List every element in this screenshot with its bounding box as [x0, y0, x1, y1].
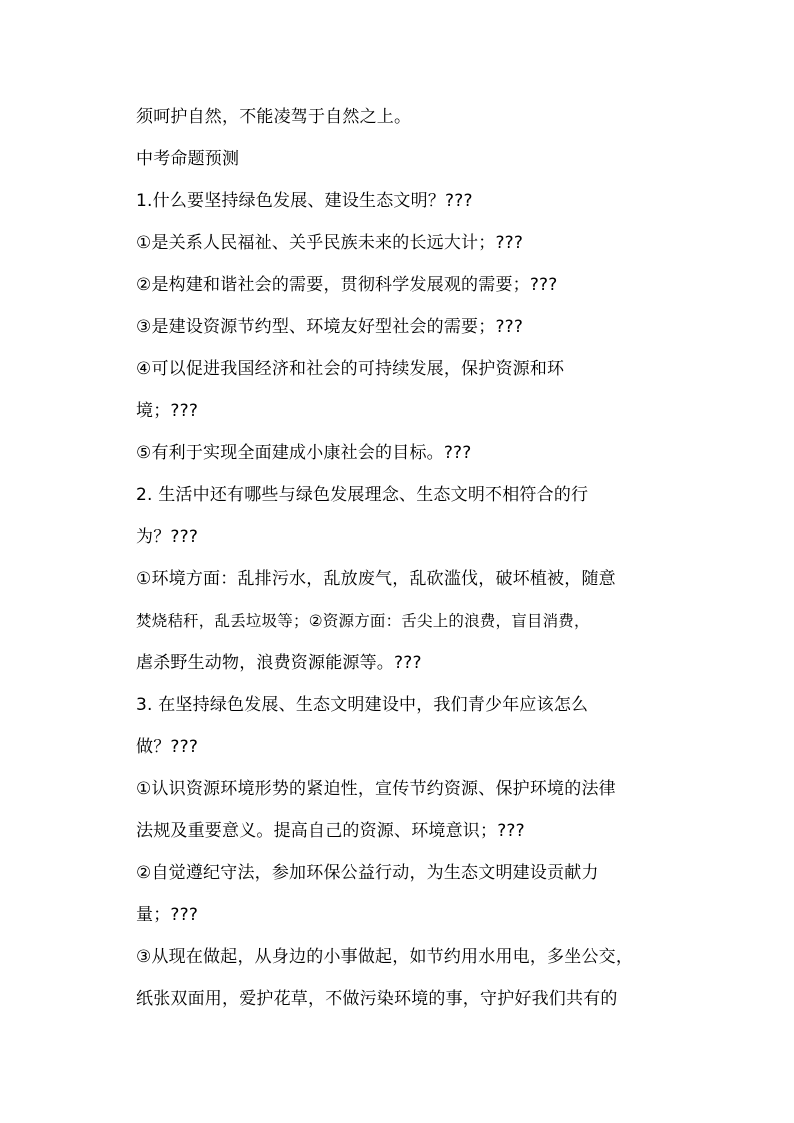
text-line: ③从现在做起，从身边的小事做起，如节约用水用电，多坐公交， — [136, 947, 634, 967]
question-line: 2. 生活中还有哪些与绿色发展理念、生态文明不相符合的行 — [136, 485, 589, 505]
text-line: ③是建设资源节约型、环境友好型社会的需要；??? — [136, 317, 524, 337]
text-line: 境；??? — [136, 401, 199, 421]
text-line: ④可以促进我国经济和社会的可持续发展，保护资源和环 — [136, 359, 565, 379]
text-line: 为？??? — [136, 527, 199, 547]
text-line: ②自觉遵纪守法，参加环保公益行动，为生态文明建设贡献力 — [136, 863, 599, 883]
question-line: 3. 在坚持绿色发展、生态文明建设中，我们青少年应该怎么 — [136, 695, 589, 715]
text-line: 须呵护自然，不能凌驾于自然之上。 — [136, 107, 412, 127]
text-line: ②是构建和谐社会的需要，贯彻科学发展观的需要；??? — [136, 275, 558, 295]
text-line: ①环境方面：乱排污水，乱放废气，乱砍滥伐，破坏植被，随意 — [136, 569, 616, 589]
text-line: 法规及重要意义。提高自己的资源、环境意识；??? — [136, 821, 525, 841]
text-line: 做？??? — [136, 737, 199, 757]
section-heading: 中考命题预测 — [136, 149, 240, 169]
question-line: 1.什么要坚持绿色发展、建设生态文明？??? — [136, 191, 473, 211]
text-line: ①认识资源环境形势的紧迫性，宣传节约资源、保护环境的法律 — [136, 779, 616, 799]
text-line: 虐杀野生动物，浪费资源能源等。??? — [136, 653, 422, 673]
text-line: 量；??? — [136, 905, 199, 925]
text-line: 焚烧秸秆，乱丢垃圾等；②资源方面：舌尖上的浪费，盲目消费， — [136, 612, 590, 630]
text-line: ⑤有利于实现全面建成小康社会的目标。??? — [136, 443, 472, 463]
text-line: ①是关系人民福祉、关乎民族未来的长远大计；??? — [136, 233, 524, 253]
text-line: 纸张双面用，爱护花草，不做污染环境的事，守护好我们共有的 — [136, 989, 618, 1009]
